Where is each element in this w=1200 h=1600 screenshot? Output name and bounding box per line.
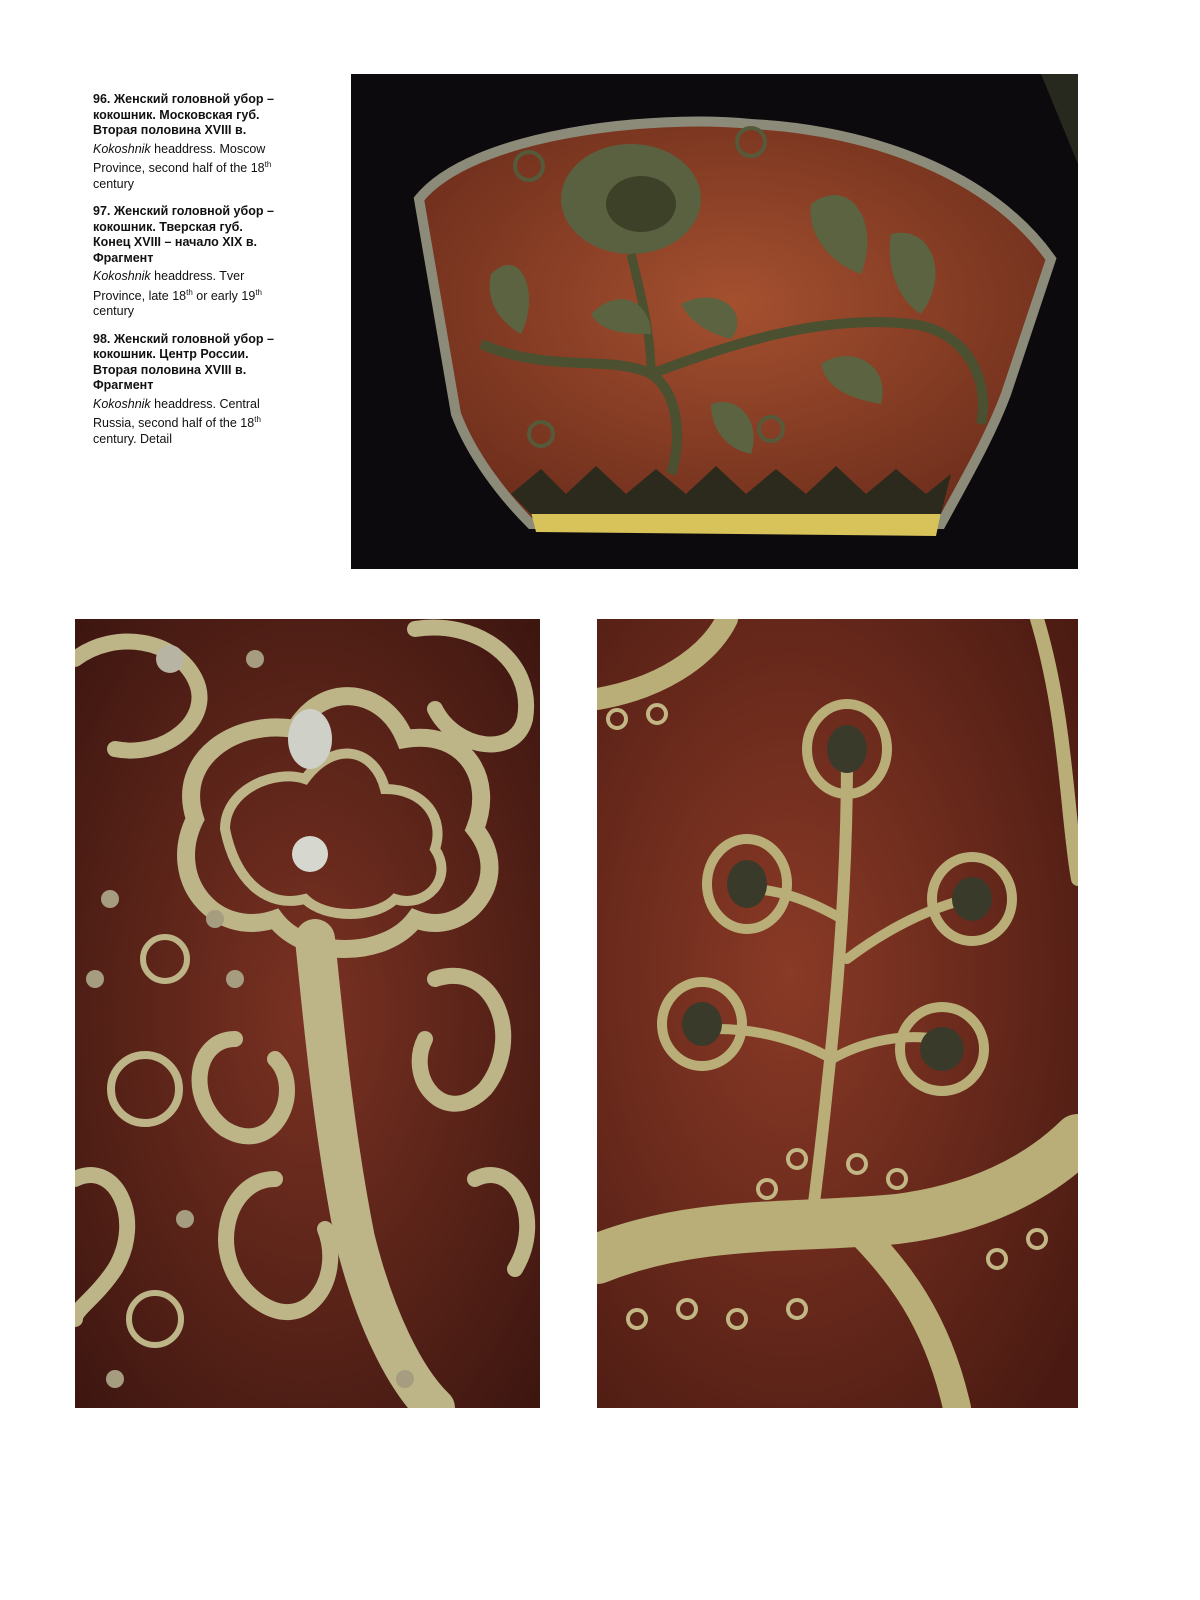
- caption-en-sup: th: [264, 160, 272, 169]
- caption-98: [93, 332, 333, 448]
- caption-ru-line: Женский головной убор –: [113, 204, 274, 219]
- kokoshnik-illustration: [351, 74, 1078, 569]
- caption-en-line: century. Detail: [93, 431, 172, 446]
- caption-ru-line: Вторая половина XVIII в.: [93, 362, 247, 377]
- caption-en-line: or early 19: [192, 288, 256, 303]
- caption-en-line: Russia, second half of the 18: [93, 416, 255, 431]
- caption-ru-line: Женский головной убор –: [113, 331, 274, 346]
- caption-ru-line: кокошник. Центр России.: [93, 347, 249, 362]
- caption-en-line: century: [93, 176, 134, 191]
- caption-en-sup: th: [254, 415, 261, 425]
- caption-ru-line: Фрагмент: [93, 378, 154, 393]
- photo-kokoshnik-96: [351, 74, 1078, 569]
- caption-ru-line: Вторая половина XVIII в.: [93, 123, 247, 137]
- caption-en-line: headdress. Moscow: [150, 141, 266, 156]
- caption-ru-line: Конец XVIII – начало XIX в.: [93, 235, 257, 250]
- caption-en-line: Province, late 18: [93, 288, 187, 303]
- caption-number: 96.: [93, 92, 111, 106]
- caption-en-term: Kokoshnik: [93, 141, 151, 156]
- embroidery-branch-illustration: [597, 619, 1078, 1408]
- caption-ru-line: Женский головной убор –: [113, 92, 274, 106]
- caption-ru-line: кокошник. Московская губ.: [93, 107, 260, 122]
- caption-en-term: Kokoshnik: [93, 269, 151, 284]
- caption-96: [93, 92, 333, 192]
- caption-number: 97.: [93, 204, 111, 219]
- caption-ru-line: Фрагмент: [93, 250, 154, 265]
- photo-embroidery-98: [597, 619, 1078, 1408]
- caption-en-line: century: [93, 304, 134, 319]
- captions-block: [93, 92, 333, 459]
- caption-en-sup: th: [255, 287, 262, 297]
- embroidery-flower-illustration: [75, 619, 540, 1408]
- caption-number: 98.: [93, 331, 111, 346]
- caption-en-line: Province, second half of the 18: [93, 161, 265, 176]
- caption-en-sup: th: [186, 287, 193, 297]
- caption-en-line: headdress. Central: [150, 396, 260, 411]
- caption-97: [93, 204, 333, 320]
- caption-en-line: headdress. Tver: [150, 269, 245, 284]
- caption-en-term: Kokoshnik: [93, 396, 151, 411]
- caption-ru-line: кокошник. Тверская губ.: [93, 219, 243, 234]
- photo-embroidery-97: [75, 619, 540, 1408]
